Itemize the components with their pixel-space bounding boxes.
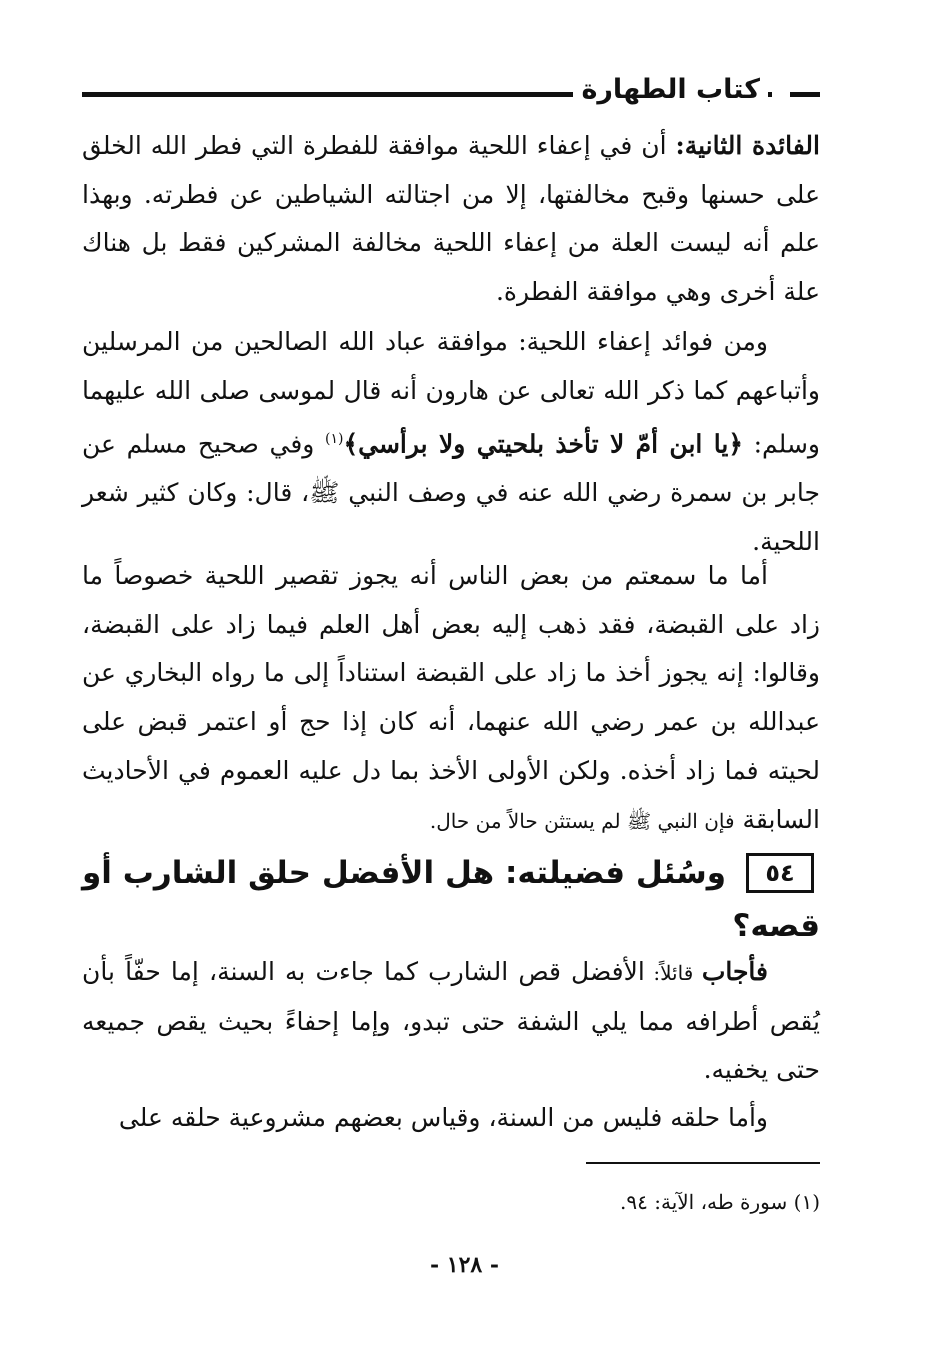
benefits-text-b: وفي صحيح مسلم عن جابر بن سمرة رضي الله عنه في وصف النبي ﷺ، قال: وكان كثير شعر اللحية. (82, 429, 820, 557)
trimming-text-small: فإن النبي ﷺ لم يستثن حالاً من حال. (429, 808, 735, 833)
shaving-text: وأما حلقه فليس من السنة، وقياس بعضهم مشروعية حلقه على (118, 1103, 768, 1132)
answer-lead-small: قائلاً: (644, 961, 702, 985)
footnote-rule (586, 1162, 820, 1164)
quran-quote: ﴿يا ابن أمّ لا تأخذ بلحيتي ولا برأسي﴾ (343, 429, 743, 459)
paragraph-benefits-beard (82, 318, 820, 567)
question-number: ٥٤ (746, 853, 814, 893)
answer-lead: فأجاب (701, 957, 768, 986)
running-header (82, 70, 820, 110)
benefit-two-lead: الفائدة الثانية: (675, 131, 820, 160)
paragraph-answer (82, 948, 820, 1095)
header-title: كتاب الطهارة (573, 70, 768, 110)
answer-text: الأفضل قص الشارب كما جاءت به السنة، إما حفّاً بأن يُقص أطرافه مما يلي الشفة حتى تبدو، وإما إحفاءً بحيث يقص جميعه حتى يخفيه. (82, 957, 820, 1085)
footnote: (١) سورة طه، الآية: ٩٤. (620, 1190, 820, 1214)
paragraph-benefit-two (82, 122, 820, 317)
footnote-ref: (١) (325, 431, 344, 448)
trimming-text: أما ما سمعتم من بعض الناس أنه يجوز تقصير اللحية خصوصاً ما زاد على القبضة، فقد ذهب إليه بعض أهل العلم فيما زاد على القبضة، وقالوا: إنه يجوز أخذ ما زاد على القبضة استناداً إلى ما رواه البخاري عن عبدالله بن عمر رضي الله عنهما، أنه كان إذا حج أو اعتمر قبض على لحيته فما زاد أخذه. ولكن الأولى الأخذ بما دل عليه العموم في الأحاديث السابقة (82, 561, 820, 834)
question-heading (82, 844, 820, 950)
header-rule-gap (772, 88, 790, 100)
question-line-1: وسُئل فضيلته: هل الأفضل حلق الشارب أو (82, 855, 726, 891)
page-number: - ١٢٨ - (429, 1252, 500, 1278)
paragraph-shaving (82, 1094, 820, 1143)
benefit-two-text: أن في إعفاء اللحية موافقة للفطرة التي فطر الله الخلق على حسنها وقبح مخالفتها، إلا من اجتالته الشياطين عن فطرته. وبهذا علم أنه ليست العلة من إعفاء اللحية مخالفة المشركين فقط بل هناك علة أخرى وهي موافقة الفطرة. (82, 131, 820, 307)
benefits-text-a: ومن فوائد إعفاء اللحية: موافقة عباد الله الصالحين من المرسلين وأتباعهم كما ذكر الله تعالى عن هارون أنه قال لموسى صلى الله عليهما وسلم: (82, 327, 820, 459)
question-line-2: قصه؟ (732, 908, 820, 944)
paragraph-trimming (82, 552, 820, 845)
